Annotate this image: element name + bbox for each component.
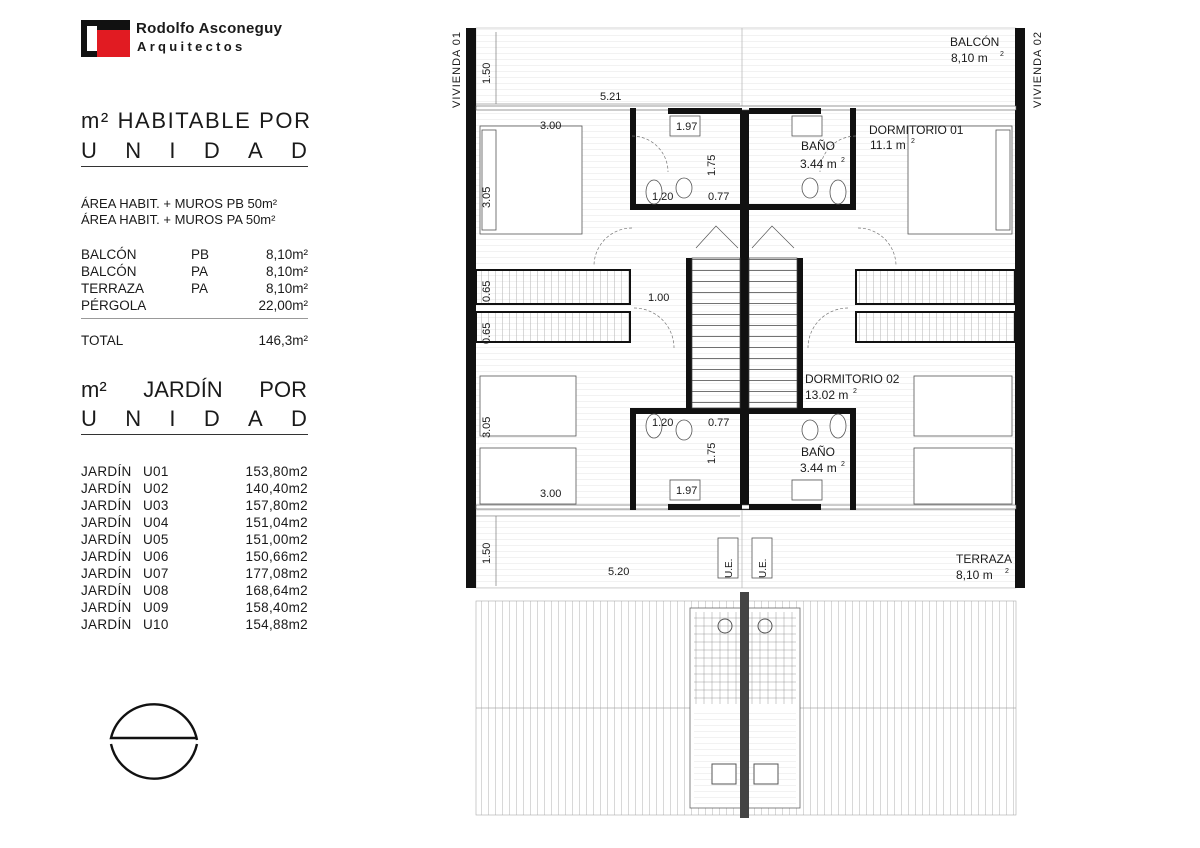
habitable-row: BALCÓN PA 8,10m² [81,264,308,279]
logo-notch [87,26,97,51]
area-pb: ÁREA HABIT. + MUROS PB 50m² [81,196,278,211]
ue-label-right: U.E. [758,558,769,578]
jardin-title-line1: m² JARDÍN POR [81,377,307,402]
svg-text:0.77: 0.77 [708,417,730,429]
svg-text:2: 2 [853,388,857,395]
terrace-area [476,510,1016,588]
vivienda-02-label: VIVIENDA 02 [1032,30,1044,108]
svg-text:3.05: 3.05 [481,416,493,438]
svg-text:2: 2 [911,138,915,145]
jardin-row: JARDÍN U04 151,04m2 [81,515,308,530]
jardin-rule [81,434,308,435]
bano-bottom-label: BAÑO [801,445,836,459]
facade-bottom [476,505,1016,509]
dormitorio-01-label: DORMITORIO 01 [869,123,964,137]
jardin-row: JARDÍN U05 151,00m2 [81,532,308,547]
jardin-row: JARDÍN U08 168,64m2 [81,583,308,598]
balcon-label: BALCÓN [950,35,1000,49]
habitable-rule [81,166,308,167]
facade-top [476,106,1016,110]
svg-text:3.00: 3.00 [540,488,562,500]
jardin-row: JARDÍN U07 177,08m2 [81,566,308,581]
svg-text:0.65: 0.65 [481,280,493,302]
jardin-row: JARDÍN U01 153,80m2 [81,464,308,479]
svg-text:3.00: 3.00 [540,120,562,132]
dormitorio-01-area: 11.1 m [870,138,906,152]
logo-red-block [97,30,130,57]
svg-text:1.50: 1.50 [481,542,493,564]
svg-text:2: 2 [1005,568,1009,575]
terraza-label: TERRAZA [956,552,1013,566]
svg-text:1.75: 1.75 [706,154,718,176]
balcon-area-exp: 2 [1000,51,1004,58]
brand-subtitle: Arquitectos [137,39,246,54]
total-rule [81,318,308,319]
area-pa: ÁREA HABIT. + MUROS PA 50m² [81,212,276,227]
habitable-row: PÉRGOLA 22,00m² [81,298,308,313]
floor-plan [440,18,1044,823]
jardin-title-line2: U N I D A D [81,406,307,431]
svg-text:2: 2 [841,461,845,468]
wall-right [1015,28,1025,588]
dormitorio-02-label: DORMITORIO 02 [805,372,900,386]
ue-label-left: U.E. [724,558,735,578]
wall-center [740,108,749,510]
bano-top-label: BAÑO [801,139,836,153]
svg-text:0.77: 0.77 [708,191,730,203]
brand-logo-mark [81,20,130,57]
bano-top-area: 3.44 m [800,157,837,171]
staircase-right [749,258,797,408]
jardin-row: JARDÍN U10 154,88m2 [81,617,308,632]
s-symbol-logo [105,690,205,790]
jardin-row: JARDÍN U02 140,40m2 [81,481,308,496]
svg-text:1.97: 1.97 [676,485,698,497]
habitable-row: BALCÓN PB 8,10m² [81,247,308,262]
svg-text:5.21: 5.21 [600,91,622,103]
svg-text:1.50: 1.50 [481,62,493,84]
jardin-row: JARDÍN U06 150,66m2 [81,549,308,564]
svg-text:1.00: 1.00 [648,292,670,304]
staircase-left [692,258,740,408]
habitable-title-line1: m² HABITABLE POR [81,108,312,133]
svg-text:5.20: 5.20 [608,566,630,578]
total-row: TOTAL 146,3m² [81,333,308,348]
svg-text:1.75: 1.75 [706,442,718,464]
vivienda-01-label: VIVIENDA 01 [451,30,463,108]
balcony-area [476,28,1016,108]
jardin-row: JARDÍN U03 157,80m2 [81,498,308,513]
terraza-area: 8,10 m [956,568,993,582]
habitable-row: TERRAZA PA 8,10m² [81,281,308,296]
balcon-area: 8,10 m [951,51,988,65]
brand-name: Rodolfo Asconeguy [136,20,283,37]
svg-text:1.20: 1.20 [652,191,674,203]
svg-text:1.20: 1.20 [652,417,674,429]
dormitorio-02-area: 13.02 m [805,388,849,402]
habitable-title-line2: U N I D A D [81,138,307,163]
svg-text:3.05: 3.05 [481,186,493,208]
svg-text:0.65: 0.65 [481,322,493,344]
bano-bottom-area: 3.44 m [800,461,837,475]
svg-text:2: 2 [841,157,845,164]
wall-left [466,28,476,588]
pergola [476,592,1016,818]
jardin-row: JARDÍN U09 158,40m2 [81,600,308,615]
svg-text:1.97: 1.97 [676,121,698,133]
